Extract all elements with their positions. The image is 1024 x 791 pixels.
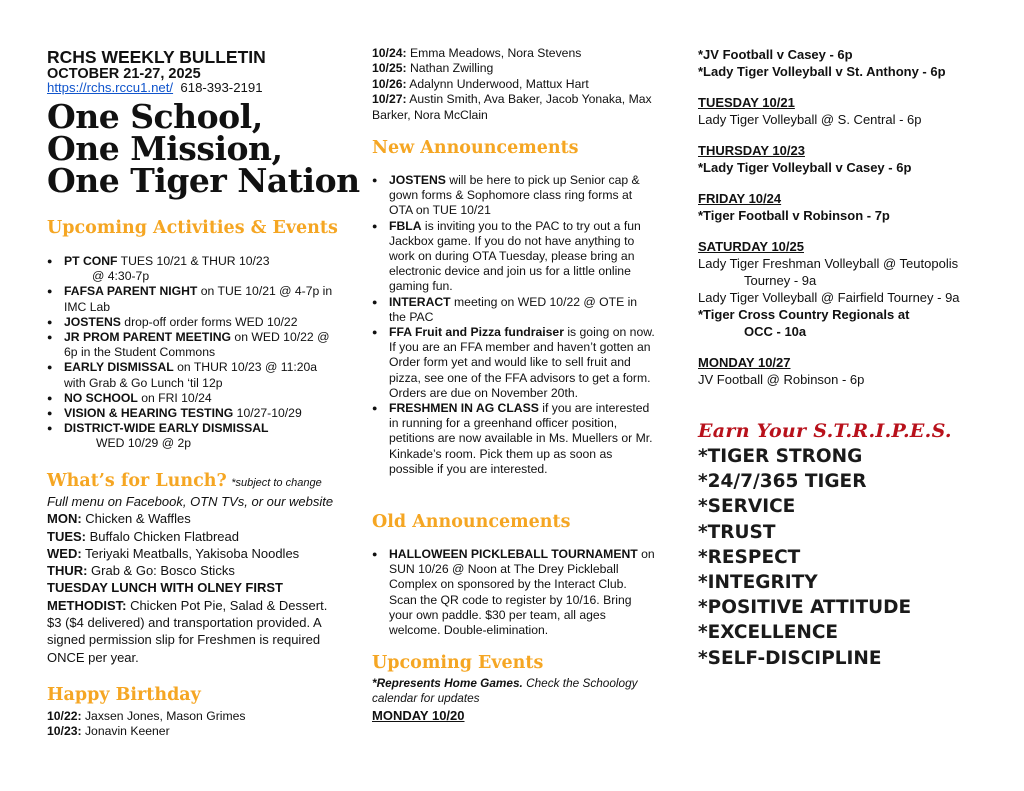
event-item: Lady Tiger Volleyball @ S. Central - 6p bbox=[698, 112, 922, 127]
new-announcements-list bbox=[372, 173, 657, 477]
event-item: *Lady Tiger Volleyball v St. Anthony - 6p bbox=[698, 64, 946, 79]
motto-line-3: One Tiger Nation bbox=[47, 161, 360, 200]
event-item-cont: Tourney - 9a bbox=[744, 273, 817, 288]
event-item: *Lady Tiger Volleyball v Casey - 6p bbox=[698, 160, 912, 175]
contact-line bbox=[47, 80, 263, 95]
new-announcements-heading: New Announcements bbox=[372, 138, 579, 158]
birthday-list-b bbox=[372, 46, 652, 123]
activities-list bbox=[47, 254, 337, 452]
event-day-monday-27: MONDAY 10/27 bbox=[698, 355, 791, 370]
list-item: ● FAFSA PARENT NIGHT on TUE 10/21 @ 4-7p in IMC Lab bbox=[47, 284, 337, 314]
lunch-block bbox=[47, 493, 337, 666]
list-item: ● JR PROM PARENT MEETING on WED 10/22 @ 6p in the Student Commons bbox=[47, 330, 337, 360]
website-link[interactable]: https://rchs.rccu1.net/ bbox=[47, 80, 174, 95]
list-item: ● HALLOWEEN PICKLEBALL TOURNAMENT on SUN 10/26 @ Noon at The Drey Pickleball Complex on sponsored by the Interact Club. Scan the QR code to register by 10/16. Bring your own paddle. $30 per team, all ages welcome. Double-elimination. bbox=[372, 547, 657, 638]
motto bbox=[47, 97, 360, 200]
menu-note: Full menu on Facebook, OTN TVs, or our website bbox=[47, 494, 334, 509]
event-item: *Tiger Cross Country Regionals at bbox=[698, 307, 910, 322]
upcoming-events-heading: Upcoming Events bbox=[372, 653, 544, 673]
event-item-cont: OCC - 10a bbox=[744, 324, 807, 339]
event-item: *Tiger Football v Robinson - 7p bbox=[698, 208, 890, 223]
list-item: *TIGER STRONG bbox=[698, 446, 863, 467]
list-item: ● NO SCHOOL on FRI 10/24 bbox=[47, 391, 337, 406]
activities-heading: Upcoming Activities & Events bbox=[47, 218, 338, 238]
event-day-monday-20: MONDAY 10/20 bbox=[372, 708, 465, 723]
lunch-day: MON: Chicken & Waffles bbox=[47, 511, 191, 527]
list-item: *TRUST bbox=[698, 521, 776, 543]
stripes-list bbox=[698, 444, 911, 671]
lunch-special: TUESDAY LUNCH WITH OLNEY FIRST METHODIST: Chicken Pot Pie, Salad & Dessert. $3 ($4 delivered) and transportation provided. A signed permission slip for Freshmen is required ONCE per year. bbox=[47, 580, 328, 665]
list-item: 10/27: Austin Smith, Ava Baker, Jacob Yonaka, Max Barker, Nora McClain bbox=[372, 92, 652, 122]
lunch-day: THUR: Grab & Go: Bosco Sticks bbox=[47, 563, 235, 579]
event-day-thursday: THURSDAY 10/23 bbox=[698, 143, 805, 158]
event-item: JV Football @ Robinson - 6p bbox=[698, 372, 865, 387]
list-item: 10/25: Nathan Zwilling bbox=[372, 61, 494, 76]
birthday-list-a bbox=[47, 709, 245, 740]
lunch-heading: What’s for Lunch? bbox=[47, 471, 227, 491]
list-item: ● PT CONF TUES 10/21 & THUR 10/23 @ 4:30-7p bbox=[47, 254, 337, 284]
list-item: 10/24: Emma Meadows, Nora Stevens bbox=[372, 46, 582, 60]
lunch-day: TUES: Buffalo Chicken Flatbread bbox=[47, 528, 239, 544]
list-item: ● VISION & HEARING TESTING 10/27-10/29 bbox=[47, 406, 337, 421]
bulletin-title: RCHS WEEKLY BULLETIN bbox=[47, 47, 266, 67]
lunch-day: WED: Teriyaki Meatballs, Yakisoba Noodles bbox=[47, 545, 300, 561]
list-item: ● JOSTENS will be here to pick up Senior cap & gown forms & Sophomore class ring forms at OTA on TUE 10/21 bbox=[372, 173, 657, 219]
list-item: *EXCELLENCE bbox=[698, 622, 839, 644]
stripes-heading: Earn Your S.T.R.I.P.E.S. bbox=[698, 420, 952, 442]
list-item: *SERVICE bbox=[698, 496, 796, 518]
list-item: ● INTERACT meeting on WED 10/22 @ OTE in the PAC bbox=[372, 295, 657, 325]
list-item: ● FFA Fruit and Pizza fundraiser is going on now. If you are an FFA member and haven’t gotten an Order form yet and would like to sell fruit and pizza, see one of the FFA advisors to get a form. Orders are due on November 20th. bbox=[372, 325, 657, 401]
list-item: ● FBLA is inviting you to the PAC to try out a fun Jackbox game. If you do not have anything to work on during OTA Tuesday, please bring an electronic device and join us for a little online gaming fun. bbox=[372, 219, 657, 295]
events-note: *Represents Home Games. Check the Schoology calendar for updates bbox=[372, 676, 638, 705]
lunch-heading-row bbox=[47, 471, 322, 491]
event-item: *JV Football v Casey - 6p bbox=[698, 47, 853, 62]
phone-number: 618-393-2191 bbox=[180, 80, 263, 95]
list-item: 10/23: Jonavin Keener bbox=[47, 724, 170, 739]
motto-line-2: One Mission, bbox=[47, 129, 283, 168]
motto-line-1: One School, bbox=[47, 97, 263, 136]
event-day-friday: FRIDAY 10/24 bbox=[698, 191, 782, 206]
list-item: 10/26: Adalynn Underwood, Mattux Hart bbox=[372, 76, 589, 91]
list-item: ● EARLY DISMISSAL on THUR 10/23 @ 11:20a with Grab & Go Lunch ‘til 12p bbox=[47, 360, 337, 390]
old-announcements-heading: Old Announcements bbox=[372, 512, 571, 532]
list-item: ● DISTRICT-WIDE EARLY DISMISSAL WED 10/29 @ 2p bbox=[47, 421, 337, 451]
list-item: ● FRESHMEN IN AG CLASS if you are interested in running for a greenhand officer position, petitions are now available in Ms. Muellers or Mr. Kinkade’s room. Pick them up as soon as possible if you are interested. bbox=[372, 401, 657, 477]
bulletin-dates: OCTOBER 21-27, 2025 bbox=[47, 66, 201, 82]
list-item: 10/22: Jaxsen Jones, Mason Grimes bbox=[47, 709, 246, 723]
old-announcements-list bbox=[372, 547, 657, 638]
list-item: *24/7/365 TIGER bbox=[698, 471, 867, 493]
lunch-note: *subject to change bbox=[231, 477, 322, 489]
event-item: Lady Tiger Freshman Volleyball @ Teutopolis bbox=[698, 256, 959, 271]
list-item: *POSITIVE ATTITUDE bbox=[698, 597, 912, 619]
list-item: *RESPECT bbox=[698, 546, 801, 568]
list-item: *SELF-DISCIPLINE bbox=[698, 647, 882, 669]
event-day-saturday: SATURDAY 10/25 bbox=[698, 239, 804, 254]
list-item: ● JOSTENS drop-off order forms WED 10/22 bbox=[47, 315, 337, 330]
event-item: Lady Tiger Volleyball @ Fairfield Tourney - 9a bbox=[698, 290, 960, 305]
event-day-tuesday: TUESDAY 10/21 bbox=[698, 95, 795, 110]
birthday-heading: Happy Birthday bbox=[47, 685, 201, 705]
list-item: *INTEGRITY bbox=[698, 572, 818, 594]
events-block bbox=[698, 46, 1008, 388]
